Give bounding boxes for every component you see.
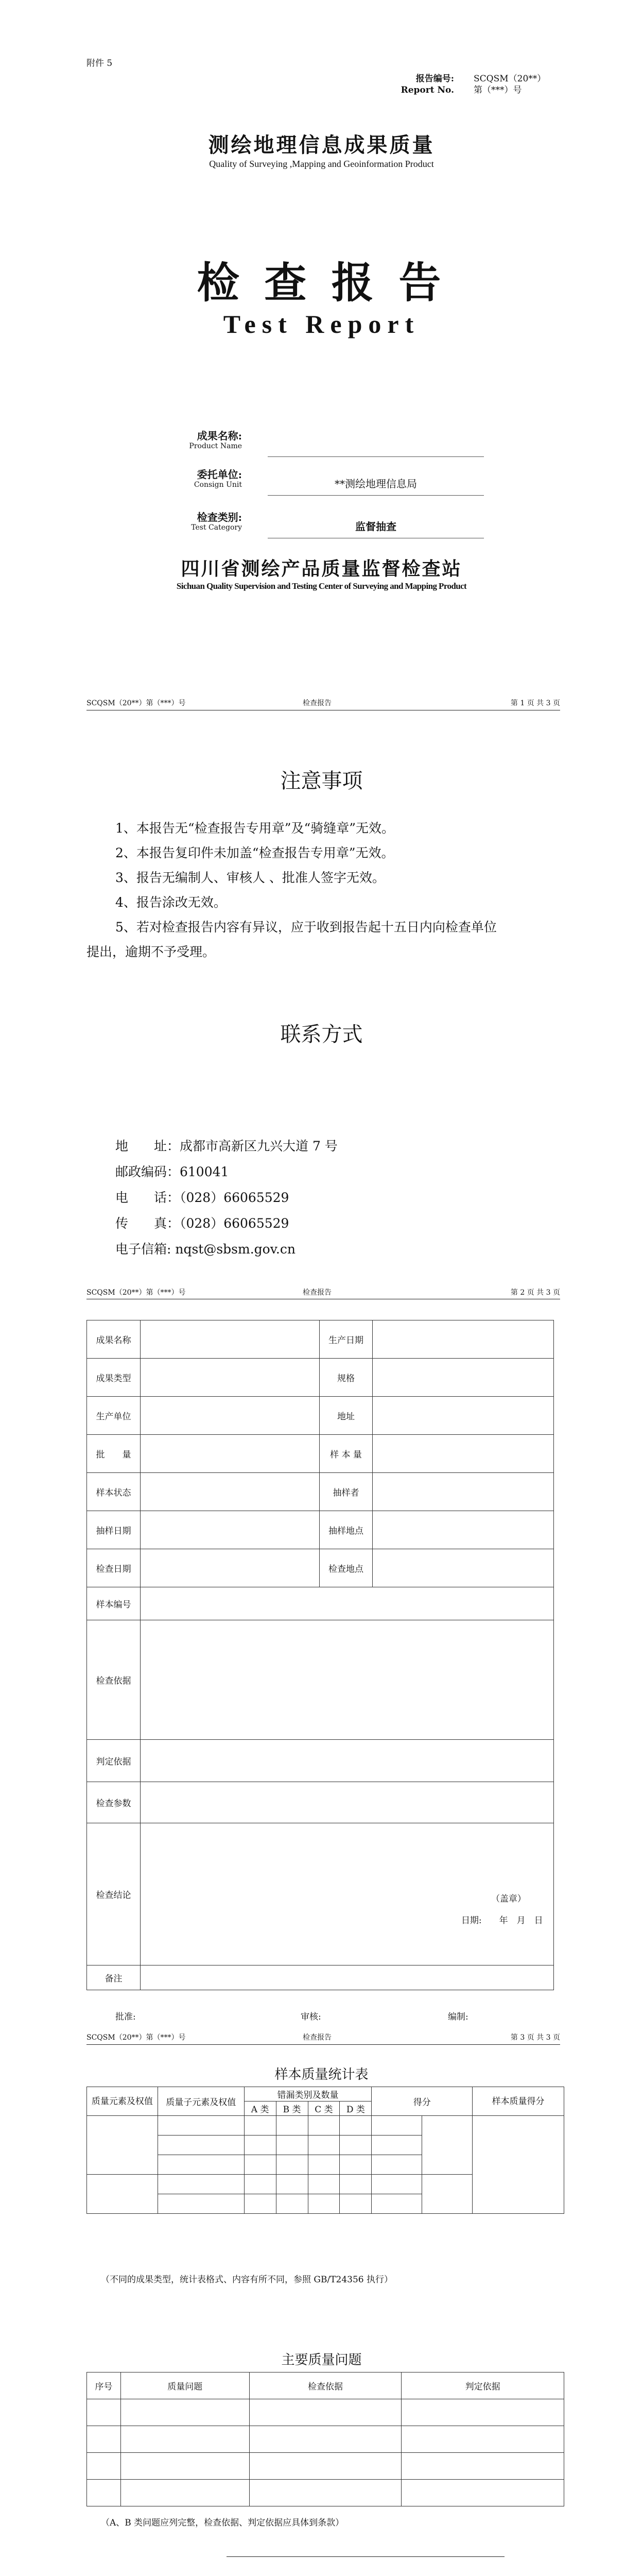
compiler-label: 编制: — [448, 2012, 468, 2022]
header-page-no: 第 2 页 共 3 页 — [510, 1289, 560, 1297]
field-value: 监督抽查 — [355, 520, 396, 533]
label-inspection-conclusion: 检查结论 — [87, 1823, 141, 1965]
label-production-date: 生产日期 — [319, 1320, 373, 1359]
contact-address: 地 址：成都市高新区九兴大道 7 号 — [115, 1139, 338, 1154]
value-cell — [373, 1435, 554, 1473]
label-product-type: 成果类型 — [87, 1359, 141, 1397]
page2-header — [86, 1287, 560, 1297]
contact-postcode: 邮政编码：610041 — [115, 1164, 229, 1179]
field-label-cn: 成果名称: — [197, 430, 242, 442]
issue-cell — [402, 2426, 564, 2453]
value-cell — [140, 1620, 553, 1740]
report-no-value — [474, 73, 546, 96]
stats-cell — [422, 2175, 473, 2214]
org-name-en: Sichuan Quality Supervision and Testing Center of Surveying and Mapping Product — [176, 581, 467, 591]
value-cell — [373, 1397, 554, 1435]
value-cell — [140, 1473, 319, 1511]
issue-cell — [120, 2399, 249, 2426]
header-inspection-basis: 检查依据 — [249, 2372, 402, 2399]
value-cell — [140, 1320, 319, 1359]
stats-cell — [244, 2155, 276, 2175]
main-quality-issues-table — [86, 2372, 564, 2506]
stats-cell — [276, 2194, 308, 2214]
stats-cell — [372, 2175, 422, 2194]
contact-title: 联系方式 — [280, 1023, 363, 1046]
issue-cell — [402, 2480, 564, 2506]
label-address: 地址 — [319, 1397, 373, 1435]
contact-list — [115, 1133, 527, 1262]
issue-cell — [87, 2453, 121, 2480]
stats-cell — [276, 2155, 308, 2175]
field-label-cn: 委托单位: — [197, 468, 242, 481]
stats-cell — [244, 2116, 276, 2136]
notice-item: 4、报告涂改无效。 — [115, 895, 227, 910]
reviewer-label: 审核: — [301, 2012, 321, 2022]
label-producer: 生产单位 — [87, 1397, 141, 1435]
report-no-value-2: 第（***）号 — [474, 85, 522, 95]
header-class-b: B 类 — [276, 2102, 308, 2116]
notice-item: 2、本报告复印件未加盖“检查报告专用章”无效。 — [115, 845, 394, 860]
header-report-no: SCQSM（20**）第（***）号 — [86, 2033, 186, 2042]
notice-item: 5、若对检查报告内容有异议，应于收到报告起十五日内向检查单位 — [115, 920, 497, 935]
stats-cell — [372, 2155, 422, 2175]
contact-phone: 电 话：（028）66065529 — [115, 1190, 289, 1205]
label-judgment-basis: 判定依据 — [87, 1740, 141, 1782]
issue-cell — [249, 2399, 402, 2426]
issue-cell — [87, 2480, 121, 2506]
issue-cell — [120, 2453, 249, 2480]
stats-cell — [158, 2175, 244, 2194]
field-value: **测绘地理信息局 — [335, 478, 417, 490]
header-doc-title: 检查报告 — [303, 2033, 332, 2042]
stats-cell — [372, 2116, 422, 2136]
footer-doc-title: 检查报告 — [303, 699, 332, 707]
header-report-no: SCQSM（20**）第（***）号 — [86, 1289, 186, 1297]
stats-cell — [244, 2136, 276, 2155]
stats-cell — [308, 2116, 340, 2136]
stats-cell — [276, 2136, 308, 2155]
stats-cell — [422, 2116, 473, 2175]
stats-cell — [340, 2136, 372, 2155]
stats-cell — [244, 2194, 276, 2214]
value-cell — [373, 1549, 554, 1587]
page1-footer — [86, 698, 560, 708]
stats-table-note: （不同的成果类型，统计表格式、内容有所不同，参照 GB/T24356 执行） — [101, 2275, 393, 2285]
label-product-name: 成果名称 — [87, 1320, 141, 1359]
field-label-en: Product Name — [189, 442, 242, 450]
header-judgment-basis: 判定依据 — [402, 2372, 564, 2399]
header-element: 质量元素及权值 — [87, 2087, 158, 2116]
report-no-label-cn: 报告编号: — [415, 74, 454, 84]
field-test-category — [175, 509, 484, 545]
issue-cell — [249, 2453, 402, 2480]
label-inspection-place: 检查地点 — [319, 1549, 373, 1587]
field-consign-unit — [175, 466, 484, 502]
stats-cell — [87, 2116, 158, 2175]
issue-cell — [87, 2426, 121, 2453]
issue-cell — [402, 2399, 564, 2426]
value-cell — [140, 1782, 553, 1823]
label-sample-size: 样 本 量 — [319, 1435, 373, 1473]
issue-cell — [120, 2480, 249, 2506]
label-sample-number: 样本编号 — [87, 1587, 141, 1620]
footer-page-no: 第 1 页 共 3 页 — [510, 699, 560, 707]
stats-cell — [87, 2175, 158, 2214]
report-no-value-1: SCQSM（20**） — [474, 74, 546, 84]
header-cn: 测绘地理信息成果质量 — [208, 133, 435, 157]
value-cell — [140, 1511, 319, 1549]
title-cn: 检 查 报 告 — [197, 258, 446, 308]
stats-cell — [372, 2194, 422, 2214]
stats-cell — [372, 2136, 422, 2155]
contact-email: 电子信箱: nqst@sbsm.gov.cn — [115, 1242, 296, 1257]
attachment-label: 附件 5 — [86, 58, 113, 69]
stats-cell — [308, 2175, 340, 2194]
notice-item: 1、本报告无“检查报告专用章”及“骑缝章”无效。 — [115, 821, 395, 836]
value-cell — [140, 1435, 319, 1473]
issue-cell — [402, 2453, 564, 2480]
value-cell — [140, 1397, 319, 1435]
label-specification: 规格 — [319, 1359, 373, 1397]
conclusion-date: 日期: 年 月 日 — [461, 1916, 543, 1926]
stats-cell — [473, 2116, 564, 2214]
value-cell — [140, 1740, 553, 1782]
value-cell — [140, 1965, 553, 1990]
notice-item: 3、报告无编制人、审核人 、批准人签字无效。 — [115, 870, 385, 885]
page3-header-rule — [86, 2044, 560, 2045]
footer-report-no: SCQSM（20**）第（***）号 — [86, 699, 186, 707]
stats-cell — [340, 2116, 372, 2136]
stats-cell — [308, 2136, 340, 2155]
report-no-label-en: Report No. — [401, 85, 454, 95]
stats-cell — [276, 2116, 308, 2136]
header-sample-score: 样本质量得分 — [473, 2087, 564, 2116]
label-sampler: 抽样者 — [319, 1473, 373, 1511]
stats-cell — [276, 2175, 308, 2194]
header-class-a: A 类 — [244, 2102, 276, 2116]
stats-cell — [308, 2155, 340, 2175]
label-inspection-params: 检查参数 — [87, 1782, 141, 1823]
stats-cell — [158, 2194, 244, 2214]
field-label-en: Test Category — [191, 523, 242, 532]
label-batch: 批 量 — [87, 1435, 141, 1473]
conclusion-cell — [140, 1823, 553, 1965]
label-inspection-date: 检查日期 — [87, 1549, 141, 1587]
issues-table-title: 主要质量问题 — [281, 2352, 362, 2368]
header-subelement: 质量子元素及权值 — [158, 2087, 244, 2116]
stats-cell — [158, 2155, 244, 2175]
signature-row — [115, 2009, 548, 2021]
notice-list — [86, 816, 560, 964]
value-cell — [373, 1511, 554, 1549]
issue-cell — [249, 2480, 402, 2506]
contact-fax: 传 真：（028）66065529 — [115, 1216, 289, 1231]
approver-label: 批准: — [115, 2012, 136, 2022]
label-sample-state: 样本状态 — [87, 1473, 141, 1511]
field-label-cn: 检查类别: — [197, 511, 242, 523]
report-no-label — [397, 73, 454, 96]
header-class-d: D 类 — [340, 2102, 372, 2116]
issue-cell — [120, 2426, 249, 2453]
bottom-rule — [227, 2556, 505, 2557]
product-info-table — [86, 1320, 554, 1990]
value-cell — [140, 1549, 319, 1587]
header-en: Quality of Surveying ,Mapping and Geoinformation Product — [209, 159, 434, 169]
header-error-category: 错漏类别及数量 — [244, 2087, 372, 2102]
issues-table-note: （A、B 类问题应列完整，检查依据、判定依据应具体到条款） — [101, 2518, 344, 2528]
issue-cell — [87, 2399, 121, 2426]
issue-cell — [249, 2426, 402, 2453]
stats-cell — [308, 2194, 340, 2214]
header-page-no: 第 3 页 共 3 页 — [510, 2033, 560, 2042]
label-sampling-place: 抽样地点 — [319, 1511, 373, 1549]
stats-cell — [340, 2194, 372, 2214]
header-class-c: C 类 — [308, 2102, 340, 2116]
header-serial: 序号 — [87, 2372, 121, 2399]
value-cell — [140, 1587, 553, 1620]
stats-cell — [340, 2175, 372, 2194]
value-cell — [373, 1359, 554, 1397]
header-score: 得分 — [372, 2087, 473, 2116]
notice-title: 注意事项 — [280, 769, 363, 793]
value-cell — [140, 1359, 319, 1397]
stats-cell — [158, 2116, 244, 2136]
org-name-cn: 四川省测绘产品质量监督检查站 — [181, 558, 462, 580]
label-remark: 备注 — [87, 1965, 141, 1990]
header-issue: 质量问题 — [120, 2372, 249, 2399]
stats-cell — [244, 2175, 276, 2194]
field-product-name — [175, 428, 484, 464]
notice-item: 提出，逾期不予受理。 — [86, 944, 216, 959]
title-en: Test Report — [223, 310, 420, 338]
page3-header — [86, 2032, 560, 2042]
stats-cell — [340, 2155, 372, 2175]
field-label-en: Consign Unit — [194, 481, 242, 489]
seal-label: （盖章） — [491, 1894, 526, 1904]
label-inspection-basis: 检查依据 — [87, 1620, 141, 1740]
label-sampling-date: 抽样日期 — [87, 1511, 141, 1549]
stats-cell — [158, 2136, 244, 2155]
value-cell — [373, 1320, 554, 1359]
stats-table-title: 样本质量统计表 — [274, 2067, 369, 2082]
sample-quality-stats-table — [86, 2087, 564, 2214]
header-doc-title: 检查报告 — [303, 1289, 332, 1297]
value-cell — [373, 1473, 554, 1511]
